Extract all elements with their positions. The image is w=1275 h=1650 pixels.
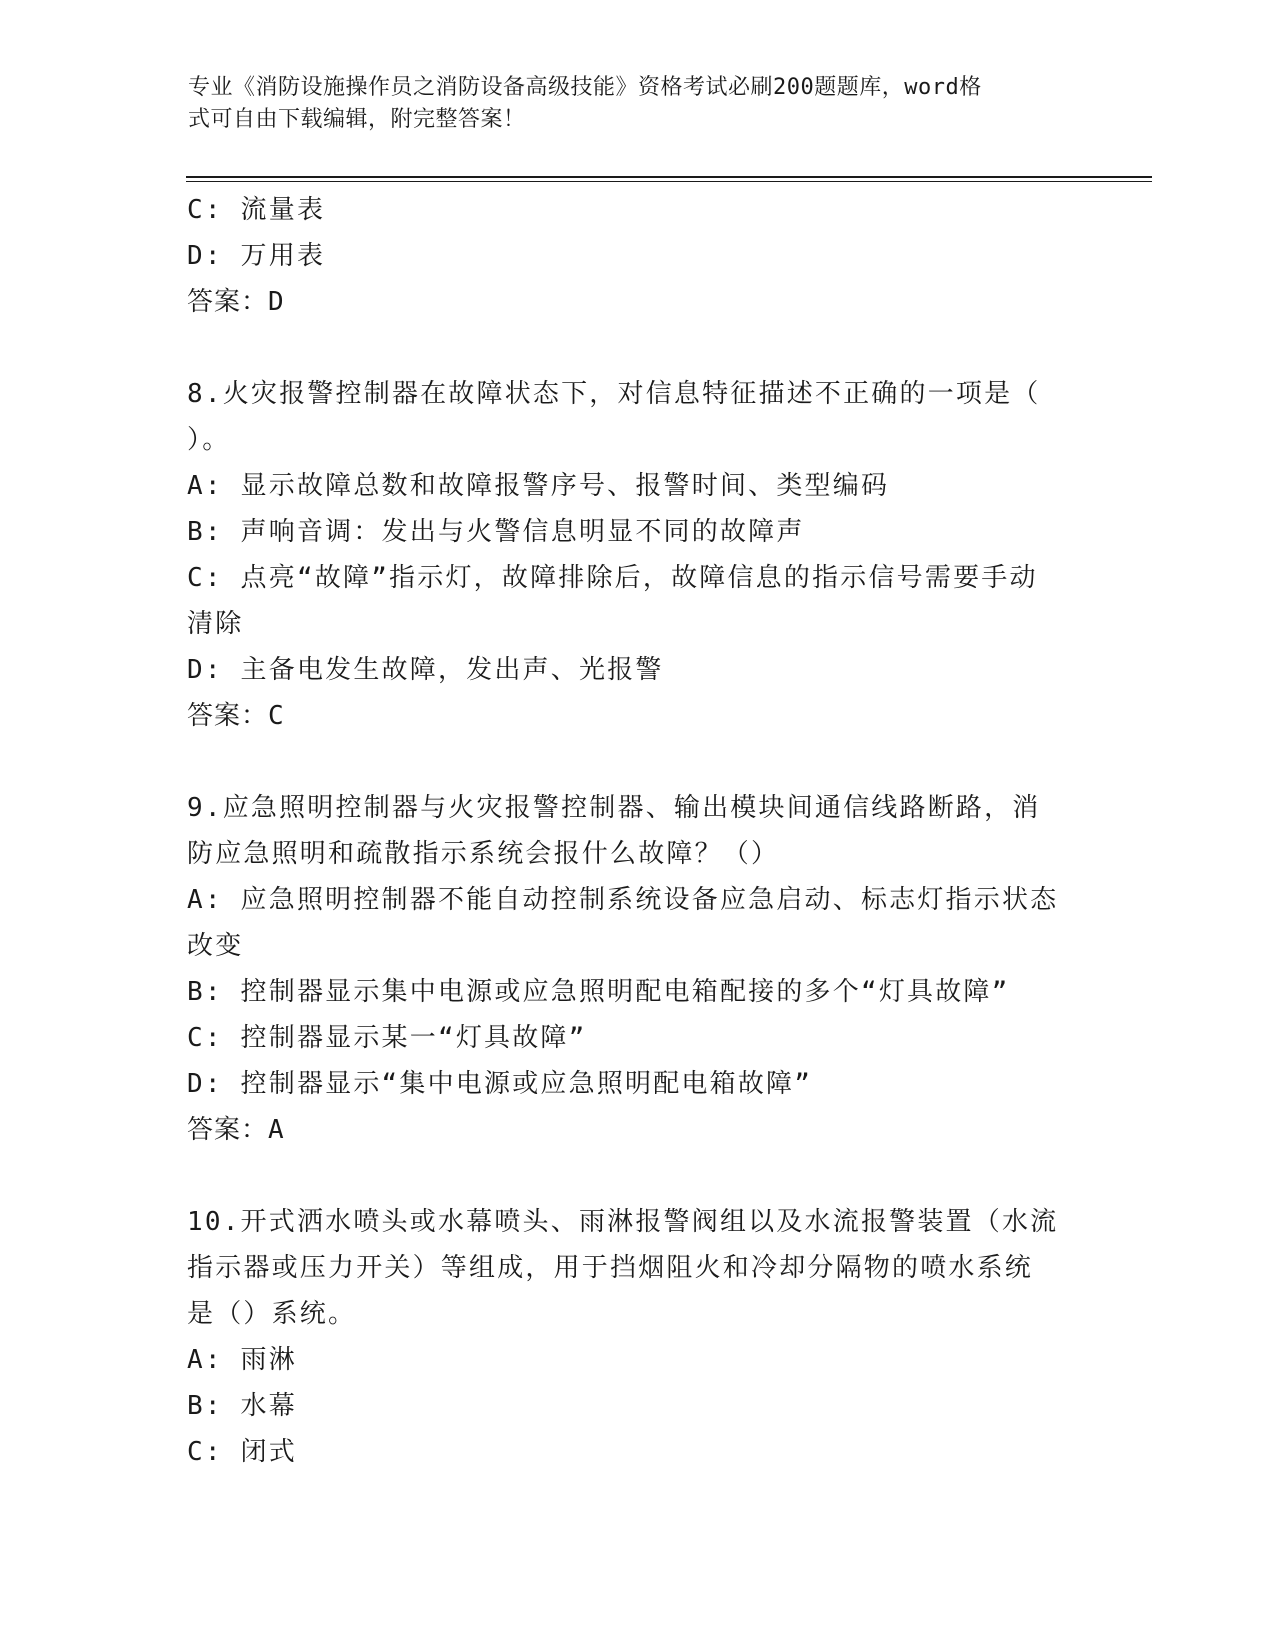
- question-stem-continued: 是（）系统。: [187, 1299, 357, 1329]
- document-body: [187, 187, 1077, 1475]
- question-stem: 8.火灾报警控制器在故障状态下，对信息特征描述不正确的一项是（: [187, 379, 1041, 409]
- header-line-2: 式可自由下载编辑，附完整答案！: [188, 107, 526, 132]
- option-b: B: 声响音调：发出与火警信息明显不同的故障声: [187, 517, 805, 547]
- question-8: [187, 371, 1077, 739]
- question-stem-continued: ）。: [187, 425, 231, 455]
- option-c: C: 控制器显示某一“灯具故障”: [187, 1023, 587, 1053]
- answer: 答案：C: [187, 701, 285, 731]
- header-divider: [186, 176, 1152, 178]
- answer: 答案：A: [187, 1115, 285, 1145]
- question-7-continued: [187, 187, 1077, 325]
- option-b: B: 控制器显示集中电源或应急照明配电箱配接的多个“灯具故障”: [187, 977, 1010, 1007]
- option-d: D: 万用表: [187, 241, 326, 271]
- document-header: [188, 72, 1068, 136]
- option-d: D: 主备电发生故障，发出声、光报警: [187, 655, 664, 685]
- question-stem: 9.应急照明控制器与火灾报警控制器、输出模块间通信线路断路，消: [187, 793, 1041, 823]
- option-c-continued: 清除: [187, 609, 244, 639]
- question-stem-continued: 防应急照明和疏散指示系统会报什么故障？（）: [187, 839, 780, 869]
- option-a: A: 雨淋: [187, 1345, 297, 1375]
- header-divider-thin: [186, 181, 1152, 182]
- header-line-1: 专业《消防设施操作员之消防设备高级技能》资格考试必刷200题题库，word格: [188, 75, 982, 100]
- question-stem: 10.开式洒水喷头或水幕喷头、雨淋报警阀组以及水流报警装置（水流: [187, 1207, 1059, 1237]
- spacer: [187, 1153, 1077, 1199]
- option-a-continued: 改变: [187, 931, 244, 961]
- option-b: B: 水幕: [187, 1391, 297, 1421]
- option-a: A: 应急照明控制器不能自动控制系统设备应急启动、标志灯指示状态: [187, 885, 1059, 915]
- option-c: C: 闭式: [187, 1437, 297, 1467]
- spacer: [187, 325, 1077, 371]
- option-d: D: 控制器显示“集中电源或应急照明配电箱故障”: [187, 1069, 813, 1099]
- question-10: [187, 1199, 1077, 1475]
- answer: 答案：D: [187, 287, 285, 317]
- option-c: C: 流量表: [187, 195, 326, 225]
- question-9: [187, 785, 1077, 1153]
- option-a: A: 显示故障总数和故障报警序号、报警时间、类型编码: [187, 471, 890, 501]
- spacer: [187, 739, 1077, 785]
- option-c: C: 点亮“故障”指示灯，故障排除后，故障信息的指示信号需要手动: [187, 563, 1038, 593]
- question-stem-continued: 指示器或压力开关）等组成，用于挡烟阻火和冷却分隔物的喷水系统: [187, 1253, 1034, 1283]
